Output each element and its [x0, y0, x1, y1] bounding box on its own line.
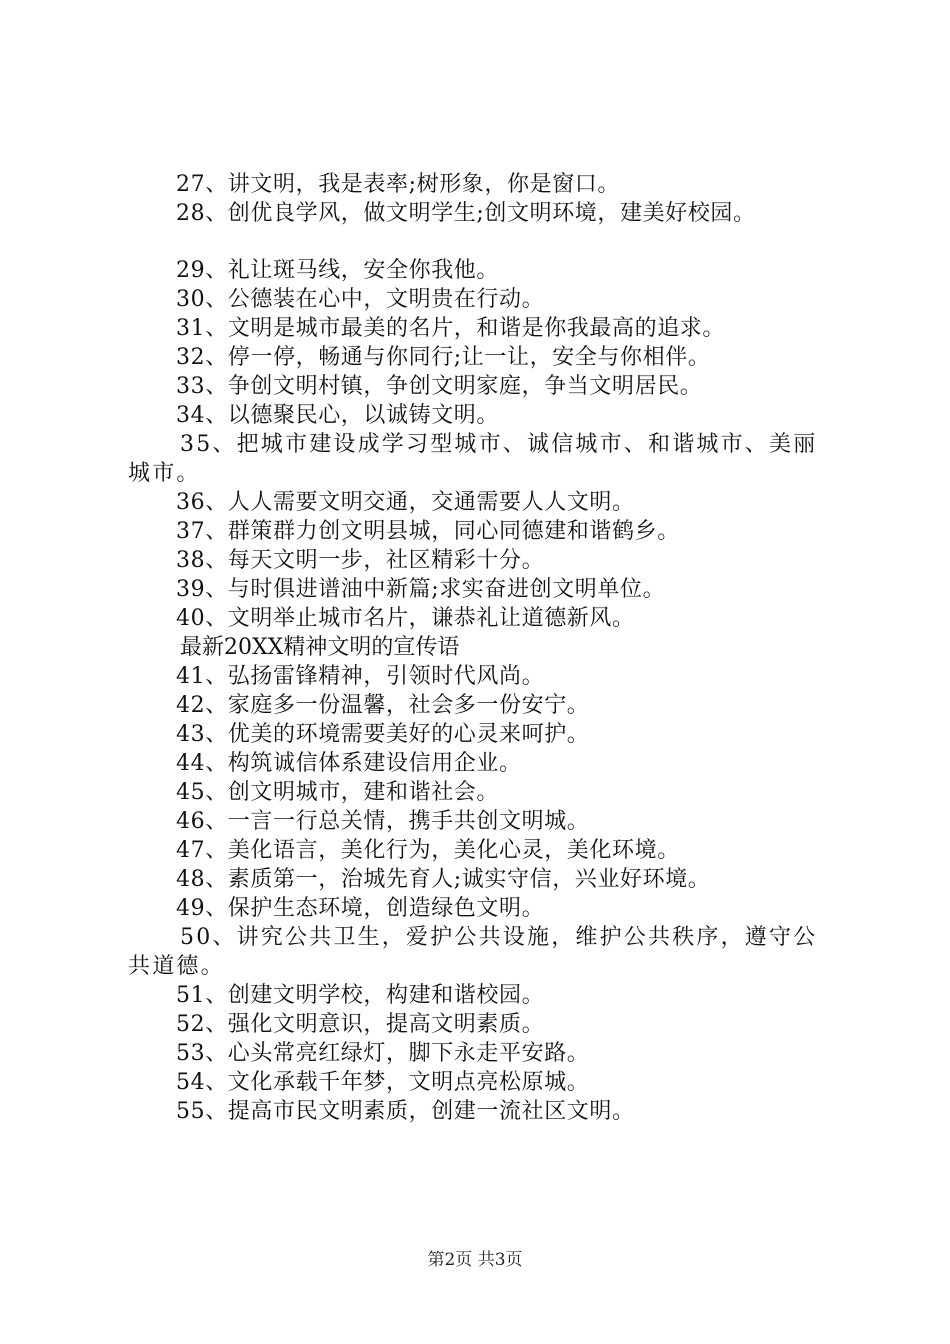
list-item: 33、争创文明村镇，争创文明家庭，争当文明居民。	[176, 374, 703, 399]
list-item: 42、家庭多一份温馨，社会多一份安宁。	[176, 693, 590, 718]
list-item: 28、创优良学风，做文明学生;创文明环境，建美好校园。	[176, 201, 756, 226]
list-item: 38、每天文明一步，社区精彩十分。	[176, 548, 545, 573]
list-item: 39、与时俱进谱油中新篇;求实奋进创文明单位。	[176, 577, 666, 602]
list-item: 49、保护生态环境，创造绿色文明。	[176, 896, 545, 921]
list-item: 40、文明举止城市名片，谦恭礼让道德新风。	[176, 606, 635, 631]
list-item: 32、停一停，畅通与你同行;让一让，安全与你相伴。	[176, 345, 711, 370]
list-item: 37、群策群力创文明县城，同心同德建和谐鹤乡。	[176, 519, 680, 544]
paragraph-gap	[128, 228, 833, 256]
list-item: 46、一言一行总关情，携手共创文明城。	[176, 809, 590, 834]
list-item: 48、素质第一，治城先育人;诚实守信，兴业好环境。	[176, 867, 711, 892]
document-body	[128, 170, 833, 1126]
list-item: 55、提高市民文明素质，创建一流社区文明。	[176, 1099, 635, 1124]
list-item: 30、公德装在心中，文明贵在行动。	[176, 287, 545, 312]
list-item: 47、美化语言，美化行为，美化心灵，美化环境。	[176, 838, 680, 863]
list-item: 52、强化文明意识，提高文明素质。	[176, 1012, 545, 1037]
list-item: 34、以德聚民心，以诚铸文明。	[176, 403, 499, 428]
list-item: 36、人人需要文明交通，交通需要人人文明。	[176, 490, 635, 515]
list-item: 27、讲文明，我是表率;树形象，你是窗口。	[176, 172, 621, 197]
list-item: 53、心头常亮红绿灯，脚下永走平安路。	[176, 1041, 590, 1066]
section-heading: 最新20XX精神文明的宣传语	[180, 635, 460, 660]
list-item: 44、构筑诚信体系建设信用企业。	[176, 751, 522, 776]
list-item: 45、创文明城市，建和谐社会。	[176, 780, 499, 805]
list-item: 35、把城市建设成学习型城市、诚信城市、和谐城市、美丽城市。	[128, 432, 818, 486]
list-item: 54、文化承载千年梦，文明点亮松原城。	[176, 1070, 590, 1095]
list-item: 43、优美的环境需要美好的心灵来呵护。	[176, 722, 590, 747]
page-number-footer: 第2页 共3页	[427, 1250, 523, 1270]
list-item: 51、创建文明学校，构建和谐校园。	[176, 983, 545, 1008]
list-item: 29、礼让斑马线，安全你我他。	[176, 258, 499, 283]
list-item: 41、弘扬雷锋精神，引领时代风尚。	[176, 664, 545, 689]
list-item: 50、讲究公共卫生，爱护公共设施，维护公共秩序，遵守公共道德。	[128, 925, 818, 979]
list-item: 31、文明是城市最美的名片，和谐是你我最高的追求。	[176, 316, 725, 341]
